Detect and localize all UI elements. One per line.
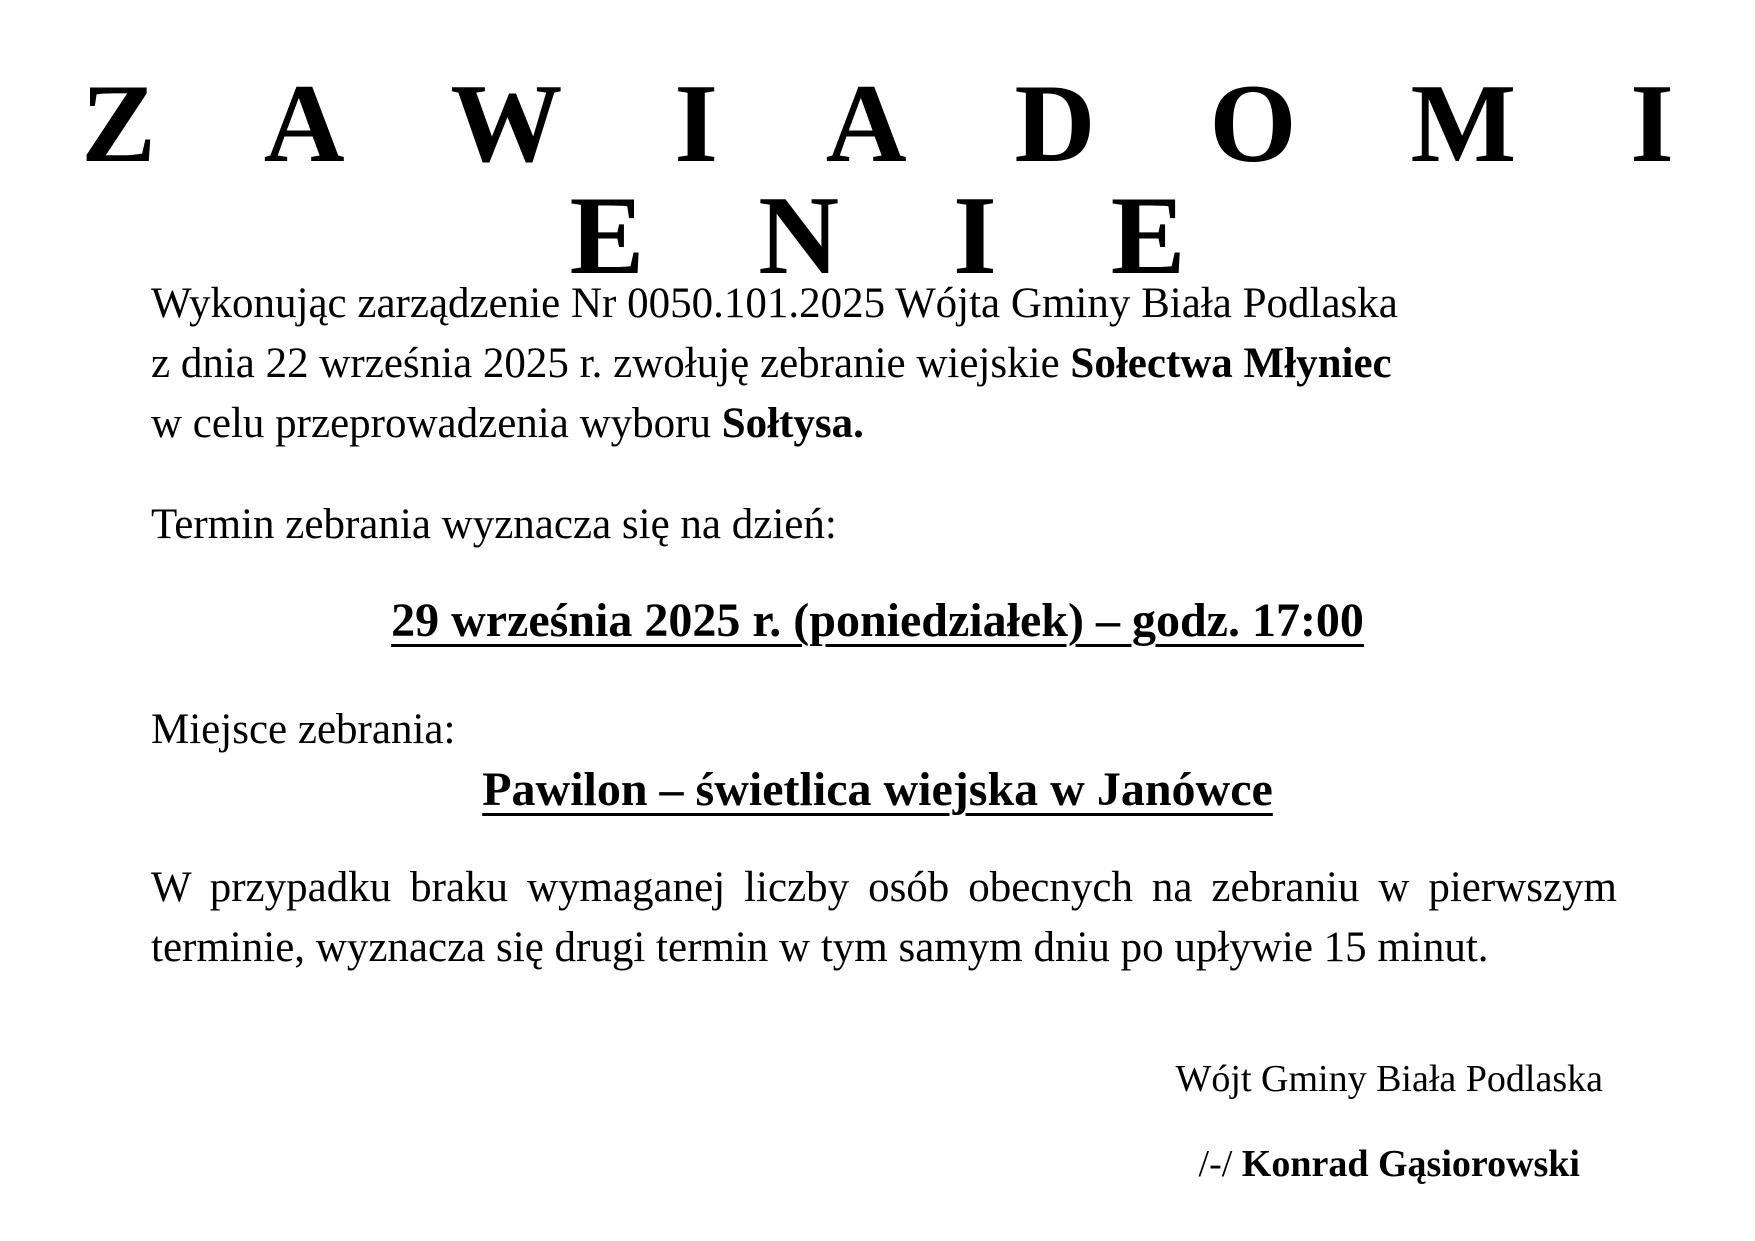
intro-line-2-text: z dnia 22 września 2025 r. zwołuję zebranie wiejskie: [151, 340, 1071, 387]
signature-office: Wójt Gminy Biała Podlaska: [1175, 1058, 1603, 1100]
document-title: Z A W I A D O M I E N I E: [81, 62, 1717, 298]
position-name: Sołtysa.: [721, 400, 864, 447]
fallback-paragraph: W przypadku braku wymaganej liczby osób obecnych na zebraniu w pierwszym terminie, wyznacza się drugi termin w tym samym dniu po upływie 15 minut.: [151, 864, 1617, 971]
intro-paragraph: [151, 274, 1617, 454]
signature-name-line: [1199, 1139, 1580, 1189]
intro-line-2: [151, 334, 1617, 394]
meeting-date-line: [0, 591, 1755, 651]
intro-line-3: [151, 394, 1617, 454]
signature-prefix: /-/: [1198, 1143, 1242, 1185]
village-name: Sołectwa Młyniec: [1070, 340, 1392, 387]
intro-line-1: Wykonując zarządzenie Nr 0050.101.2025 Wójta Gminy Biała Podlaska: [151, 280, 1398, 327]
intro-line-3-text: w celu przeprowadzenia wyboru: [151, 400, 722, 447]
meeting-place-line: [0, 760, 1755, 820]
place-label: Miejsce zebrania:: [151, 706, 456, 753]
term-label: Termin zebrania wyznacza się na dzień:: [151, 501, 837, 548]
signature-name: Konrad Gąsiorowski: [1241, 1143, 1580, 1185]
meeting-date: 29 września 2025 r. (poniedziałek) – godz. 17:00: [391, 594, 1364, 647]
meeting-place: Pawilon – świetlica wiejska w Janówce: [482, 763, 1273, 816]
